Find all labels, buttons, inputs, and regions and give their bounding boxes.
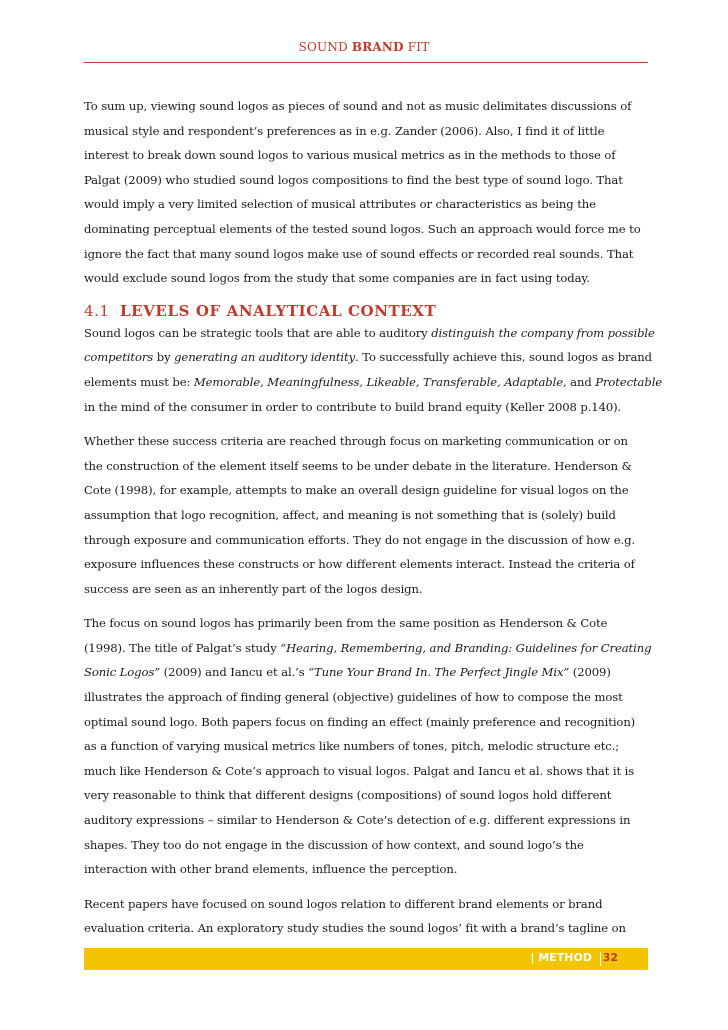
text-run: by (153, 350, 175, 365)
text-run: Sound logos can be strategic tools that are able to auditory (84, 325, 432, 340)
paragraph-4 (84, 611, 652, 882)
text-line: the construction of the element itself seems to be under debate in the literature. Henderson & (84, 458, 632, 473)
text-line: would imply a very limited selection of musical attributes or characteristics as being the (84, 197, 596, 212)
text-line (84, 370, 663, 395)
text-line: in the mind of the consumer in order to contribute to build brand equity (Keller 2008 p.140). (84, 399, 622, 414)
page-number: 32 (602, 951, 618, 964)
italic-run: Memorable, Meaningfulness, Likeable, Transferable, Adaptable (193, 374, 563, 389)
text-line: interest to break down sound logos to various musical metrics as in the methods to those of (84, 148, 616, 163)
text-run: , and (563, 374, 596, 389)
text-line: assumption that logo recognition, affect, and meaning is not something that is (solely) build (84, 507, 616, 522)
italic-run: “Tune Your Brand In. The Perfect Jingle Mix” (308, 665, 570, 680)
paragraph-5 (84, 892, 646, 941)
text-line: much like Henderson & Cote’s approach to visual logos. Palgat and Iancu et al. shows that it is (84, 763, 635, 778)
text-run: (2009) and Iancu et al.’s (160, 665, 309, 680)
text-line: ignore the fact that many sound logos make use of sound effects or recorded real sounds. That (84, 246, 634, 261)
italic-run: “Hearing, Remembering, and Branding: Guidelines for Creating (280, 640, 652, 655)
text-line: interaction with other brand elements, influence the perception. (84, 862, 458, 877)
text-line: evaluation criteria. An exploratory study studies the sound logos’ fit with a brand’s tagline on (84, 921, 626, 936)
italic-run: Sonic Logos” (84, 665, 161, 680)
text-line: very reasonable to think that different designs (compositions) of sound logos hold different (84, 788, 612, 803)
text-run: (1998). The title of Palgat’s study (84, 640, 281, 655)
text-line: through exposure and communication efforts. They do not engage in the discussion of how e.g. (84, 532, 636, 547)
header-rule (84, 62, 648, 63)
italic-run: distinguish the company from possible (431, 325, 655, 340)
text-line: Cote (1998), for example, attempts to make an overall design guideline for visual logos on the (84, 483, 629, 498)
text-line: dominating perceptual elements of the tested sound logos. Such an approach would force me to (84, 221, 641, 236)
section-title: LEVELS OF ANALYTICAL CONTEXT (120, 301, 437, 320)
text-line (84, 321, 655, 346)
text-line (84, 345, 652, 370)
italic-run: competitors (84, 350, 154, 365)
text-line: The focus on sound logos has primarily been from the same position as Henderson & Cote (84, 616, 608, 631)
paragraph-3 (84, 429, 646, 601)
text-line: Recent papers have focused on sound logos relation to different brand elements or brand (84, 896, 603, 911)
header-title-suffix: FIT (403, 40, 430, 54)
text-run: elements must be: (84, 374, 194, 389)
text-line: Whether these success criteria are reached through focus on marketing communication or on (84, 434, 628, 449)
running-header (0, 40, 728, 54)
text-line: would exclude sound logos from the study that some companies are in fact using today. (84, 271, 590, 286)
text-line: musical style and respondent’s preferences as in e.g. Zander (2006). Also, I find it of little (84, 123, 605, 138)
text-line: To sum up, viewing sound logos as pieces of sound and not as music delimitates discussions of (84, 99, 632, 113)
text-line: shapes. They too do not engage in the discussion of how context, and sound logo’s the (84, 837, 584, 852)
text-line (84, 636, 652, 661)
italic-run: Protectable (595, 374, 663, 389)
header-title-prefix: SOUND (298, 40, 352, 54)
text-line: as a function of varying musical metrics like numbers of tones, pitch, melodic structure etc.; (84, 739, 620, 754)
text-line: Palgat (2009) who studied sound logos compositions to find the best type of sound logo. That (84, 172, 623, 187)
body-text (84, 94, 663, 951)
text-line: optimal sound logo. Both papers focus on finding an effect (mainly preference and recognition) (84, 714, 636, 729)
text-line: auditory expressions – similar to Henderson & Cote’s detection of e.g. different expressions in (84, 813, 631, 828)
text-run: (2009) (569, 665, 611, 680)
text-line: illustrates the approach of finding general (objective) guidelines of how to compose the most (84, 690, 623, 705)
paragraph-2 (84, 321, 663, 419)
paragraph-1 (84, 94, 646, 291)
italic-run: generating an auditory identity (174, 350, 356, 365)
footer-separator (600, 952, 601, 966)
text-line: exposure influences these constructs or how different elements interact. Instead the criteria of (84, 557, 635, 572)
text-line: success are seen as an inherently part of the logos design. (84, 581, 423, 596)
footer-section-label: | METHOD (530, 951, 592, 964)
text-run: . To successfully achieve this, sound logos as brand (355, 350, 652, 365)
footer-bar (84, 948, 648, 970)
section-heading (84, 301, 646, 321)
header-title-bold: BRAND (351, 40, 404, 54)
text-line (84, 660, 646, 685)
section-number: 4.1 (84, 301, 110, 320)
